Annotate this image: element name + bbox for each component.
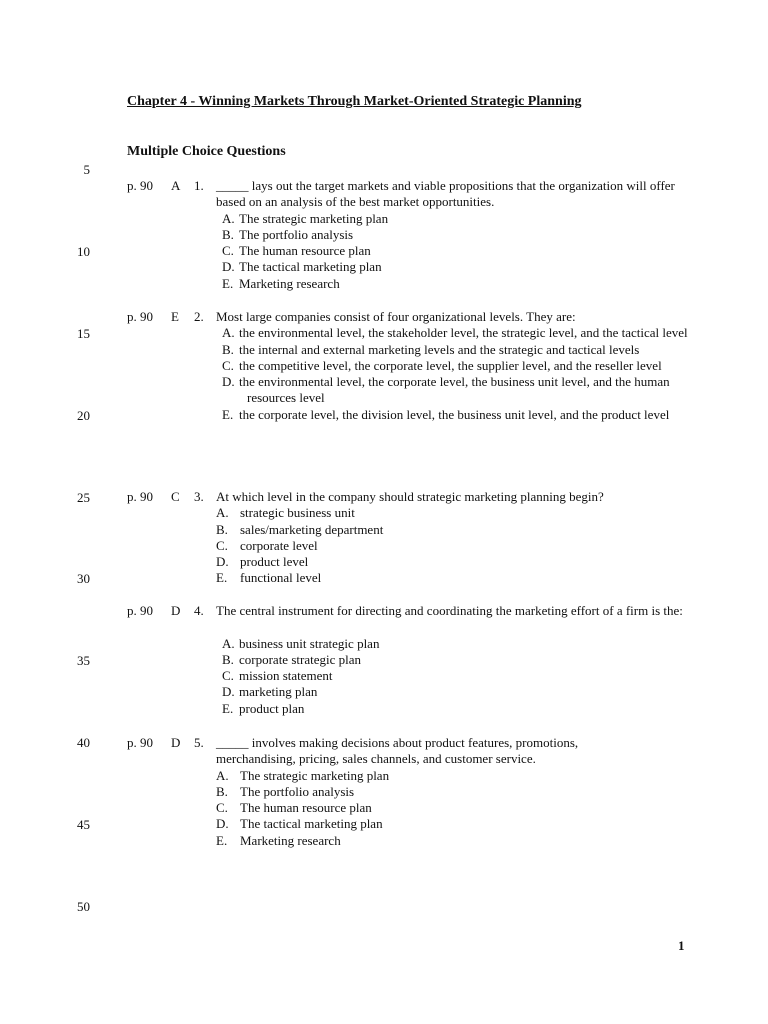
answer-option — [222, 701, 692, 717]
answer-option — [216, 554, 686, 570]
option-text: Marketing research — [240, 832, 341, 848]
answer-option — [216, 505, 686, 521]
answer-option — [222, 243, 692, 259]
option-letter: D. — [216, 554, 229, 570]
option-text: marketing plan — [239, 684, 318, 700]
option-text: the competitive level, the corporate level, the supplier level, and the reseller level — [239, 357, 662, 373]
option-letter: E. — [216, 832, 228, 848]
question-stem: The central instrument for directing and coordinating the marketing effort of a firm is the: — [216, 603, 683, 618]
answer-option — [222, 374, 692, 407]
answer-option — [216, 784, 686, 800]
option-text: product plan — [239, 700, 305, 716]
answer-options — [222, 211, 692, 292]
answer-option — [222, 342, 692, 358]
option-text: functional level — [240, 570, 322, 586]
answer-option — [222, 259, 692, 275]
option-text: The tactical marketing plan — [240, 816, 383, 832]
option-letter: C. — [216, 537, 228, 553]
option-text: the corporate level, the division level, the business unit level, and the product level — [239, 406, 670, 422]
page-number: 1 — [678, 938, 685, 953]
answer-option — [216, 816, 686, 832]
answer-option — [216, 538, 686, 554]
option-text: corporate level — [240, 537, 318, 553]
option-letter: D. — [222, 374, 235, 390]
line-number: 45 — [77, 817, 90, 832]
answer-options — [216, 505, 686, 586]
answer-options — [222, 325, 692, 423]
line-number: 5 — [83, 162, 90, 177]
option-text: business unit strategic plan — [239, 635, 380, 651]
option-letter: A. — [222, 325, 235, 341]
option-text: the internal and external marketing levels and the strategic and tactical levels — [239, 341, 640, 357]
question-answer-key: A — [171, 178, 181, 193]
question-number: 2. — [194, 309, 204, 324]
option-text: the environmental level, the stakeholder level, the strategic level, and the tactical level — [239, 325, 688, 341]
option-text: the environmental level, the corporate level, the business unit level, and the human resources level — [239, 374, 670, 406]
answer-option — [222, 407, 692, 423]
question-number: 4. — [194, 603, 204, 618]
answer-option — [222, 211, 692, 227]
answer-option — [222, 636, 692, 652]
question-answer-key: D — [171, 735, 181, 750]
answer-option — [216, 800, 686, 816]
line-number: 25 — [77, 490, 90, 505]
question-stem: At which level in the company should strategic marketing planning begin? — [216, 489, 604, 504]
line-number: 35 — [77, 653, 90, 668]
question-page-ref: p. 90 — [127, 735, 153, 750]
question-page-ref: p. 90 — [127, 489, 153, 504]
question-page-ref: p. 90 — [127, 178, 153, 193]
question-number: 3. — [194, 489, 204, 504]
option-letter: D. — [222, 259, 235, 275]
option-text: Marketing research — [239, 275, 340, 291]
option-letter: C. — [222, 243, 234, 259]
answer-option — [222, 276, 692, 292]
option-letter: B. — [222, 651, 234, 667]
answer-options — [222, 636, 692, 717]
option-text: The portfolio analysis — [240, 783, 355, 799]
answer-options — [216, 768, 686, 849]
line-number: 50 — [77, 899, 90, 914]
option-letter: E. — [222, 275, 234, 291]
option-text: product level — [240, 554, 309, 570]
answer-option — [222, 227, 692, 243]
question-answer-key: E — [171, 309, 179, 324]
option-letter: B. — [216, 521, 228, 537]
answer-option — [216, 768, 686, 784]
question-page-ref: p. 90 — [127, 603, 153, 618]
option-letter: A. — [216, 505, 229, 521]
option-text: The portfolio analysis — [239, 226, 354, 242]
option-letter: E. — [222, 700, 234, 716]
option-letter: E. — [216, 570, 228, 586]
option-letter: D. — [216, 816, 229, 832]
option-letter: B. — [222, 341, 234, 357]
answer-option — [222, 325, 692, 341]
answer-option — [222, 358, 692, 374]
option-text: The tactical marketing plan — [239, 259, 382, 275]
option-text: The strategic marketing plan — [239, 210, 389, 226]
option-letter: B. — [216, 783, 228, 799]
option-letter: B. — [222, 226, 234, 242]
line-number: 10 — [77, 244, 90, 259]
option-text: mission statement — [239, 668, 333, 684]
option-text: The human resource plan — [239, 243, 371, 259]
question-answer-key: C — [171, 489, 180, 504]
answer-option — [216, 570, 686, 586]
question-number: 1. — [194, 178, 204, 193]
option-letter: C. — [222, 357, 234, 373]
question-number: 5. — [194, 735, 204, 750]
option-text: strategic business unit — [240, 505, 355, 521]
question-stem: _____ lays out the target markets and viable propositions that the organization will offer based on an analysis of the best market opportunities. — [216, 178, 675, 210]
option-text: sales/marketing department — [240, 521, 384, 537]
option-letter: C. — [216, 800, 228, 816]
line-number: 20 — [77, 408, 90, 423]
option-letter: A. — [216, 767, 229, 783]
question-page-ref: p. 90 — [127, 309, 153, 324]
option-letter: E. — [222, 406, 234, 422]
option-letter: A. — [222, 210, 235, 226]
answer-option — [216, 833, 686, 849]
option-text: The human resource plan — [240, 800, 372, 816]
answer-option — [222, 684, 692, 700]
line-number: 40 — [77, 735, 90, 750]
question-stem: _____ involves making decisions about product features, promotions, merchandising, pricing, sales channels, and customer service. — [216, 735, 579, 767]
answer-option — [222, 668, 692, 684]
question-answer-key: D — [171, 603, 181, 618]
option-text: The strategic marketing plan — [240, 767, 390, 783]
line-number: 30 — [77, 571, 90, 586]
option-letter: C. — [222, 668, 234, 684]
line-number: 15 — [77, 326, 90, 341]
option-text: corporate strategic plan — [239, 651, 361, 667]
option-letter: A. — [222, 635, 235, 651]
answer-option — [216, 522, 686, 538]
question-stem: Most large companies consist of four organizational levels. They are: — [216, 309, 576, 324]
option-letter: D. — [222, 684, 235, 700]
chapter-title: Chapter 4 - Winning Markets Through Market-Oriented Strategic Planning — [127, 94, 582, 109]
answer-option — [222, 652, 692, 668]
section-title: Multiple Choice Questions — [127, 144, 286, 159]
